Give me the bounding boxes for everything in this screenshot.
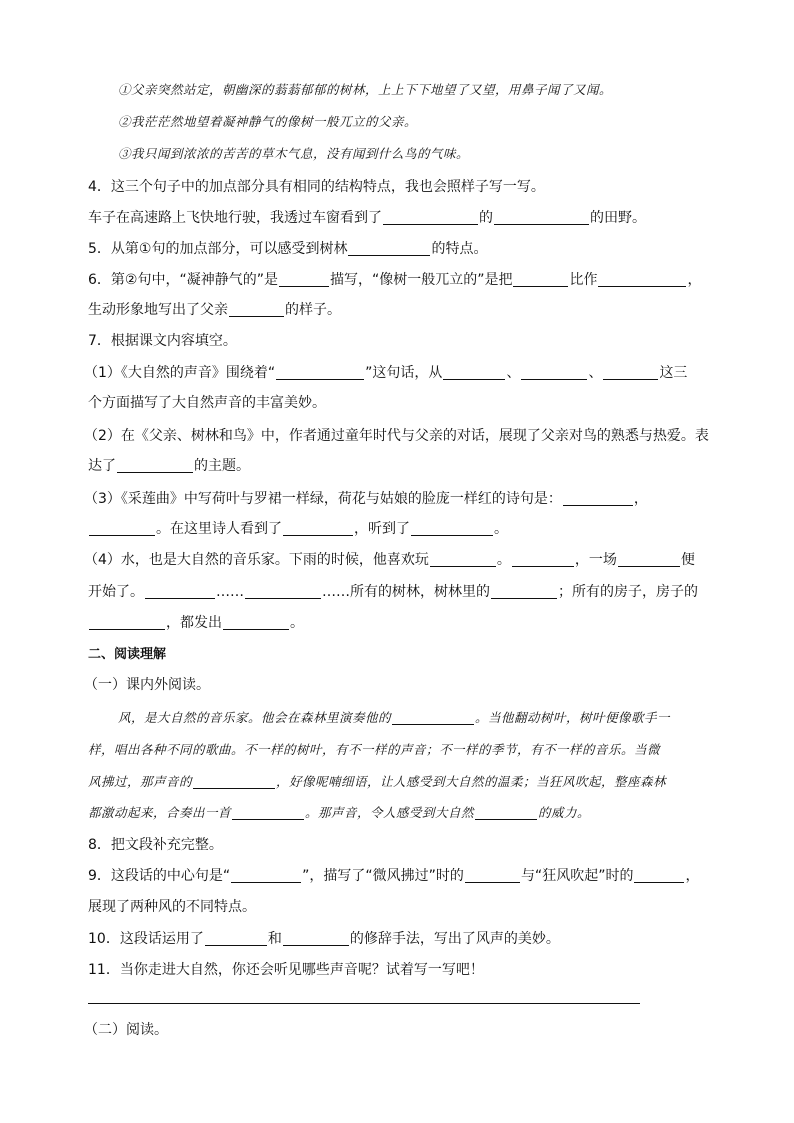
answer-blank[interactable]	[232, 805, 304, 820]
answer-blank[interactable]	[430, 552, 496, 567]
part-2-heading: （二）阅读。	[84, 1022, 168, 1038]
answer-blank[interactable]	[392, 710, 474, 725]
answer-blank[interactable]	[491, 584, 557, 599]
passage-line-2: 样，唱出各种不同的歌曲。不一样的树叶，有不一样的声音；不一样的季节，有不一样的音乐。当微	[88, 742, 661, 757]
answer-blank[interactable]	[276, 365, 364, 380]
answer-blank[interactable]	[465, 868, 520, 883]
question-7-part-2: （2）在《父亲、树林和鸟》中，作者通过童年时代与父亲的对话，展现了父亲对鸟的熟悉与热爱。表	[84, 428, 709, 444]
sentence-2: ②我茫茫然地望着凝神静气的像树一般兀立的父亲。	[118, 114, 418, 129]
question-7-part-4-cont2: ，都发出 。	[88, 613, 304, 633]
question-5: 5．从第①句的加点部分，可以感受到树林 的特点。	[88, 241, 488, 257]
question-9: 9．这段话的中心句是“ ”，描写了“微风拂过”时的 与“狂风吹起”时的 ，	[88, 868, 700, 884]
answer-blank[interactable]	[89, 615, 165, 630]
answer-blank[interactable]	[279, 272, 329, 287]
answer-blank[interactable]	[411, 521, 493, 536]
answer-blank[interactable]	[117, 458, 193, 473]
question-4: 4．这三个句子中的加点部分具有相同的结构特点，我也会照样子写一写。	[88, 179, 545, 195]
answer-blank[interactable]	[89, 521, 155, 536]
passage-line-1: 风，是大自然的音乐家。他会在森林里演奏他的 。当他翻动树叶，树叶便像歌手一	[118, 710, 671, 725]
answer-blank[interactable]	[145, 584, 215, 599]
answer-blank[interactable]	[205, 931, 267, 946]
answer-blank[interactable]	[475, 805, 537, 820]
part-1-heading: （一）课内外阅读。	[84, 677, 210, 693]
answer-blank[interactable]	[603, 365, 658, 380]
question-4-exercise: 车子在高速路上飞快地行驶，我透过车窗看到了 的 的田野。	[88, 210, 646, 226]
answer-blank[interactable]	[563, 491, 633, 506]
question-7-part-1-cont: 个方面描写了大自然声音的丰富美妙。	[88, 395, 326, 411]
answer-blank[interactable]	[229, 302, 284, 317]
answer-blank[interactable]	[634, 868, 684, 883]
answer-writing-line[interactable]	[88, 1003, 640, 1004]
answer-blank[interactable]	[494, 210, 589, 225]
answer-blank[interactable]	[383, 210, 478, 225]
question-7-part-2-cont: 达了 的主题。	[88, 458, 250, 474]
question-7-part-4: （4）水，也是大自然的音乐家。下雨的时候，他喜欢玩 。 ，一场 便	[84, 552, 695, 568]
question-6: 6．第②句中，“凝神静气的”是 描写，“像树一般兀立的”是把 比作 ，	[88, 272, 702, 288]
section-title: 二、阅读理解	[88, 647, 167, 662]
question-7: 7．根据课文内容填空。	[88, 333, 237, 349]
answer-blank[interactable]	[443, 365, 505, 380]
sentence-1: ①父亲突然站定，朝幽深的蓊蓊郁郁的树林，上上下下地望了又望，用鼻子闻了又闻。	[118, 82, 613, 97]
question-7-part-3-cont: 。在这里诗人看到了 ，听到了 。	[88, 519, 508, 539]
passage-line-3: 风拂过，那声音的 ，好像呢喃细语，让人感受到大自然的温柔；当狂风吹起，整座森林	[88, 774, 667, 789]
answer-blank[interactable]	[521, 365, 587, 380]
answer-blank[interactable]	[348, 241, 430, 256]
question-8: 8．把文段补充完整。	[88, 837, 223, 853]
question-6-cont: 生动形象地写出了父亲 的样子。	[88, 302, 341, 318]
answer-blank[interactable]	[223, 615, 289, 630]
answer-blank[interactable]	[283, 521, 353, 536]
question-10: 10．这段话运用了 和 的修辞手法，写出了风声的美妙。	[88, 931, 560, 947]
answer-blank[interactable]	[512, 552, 574, 567]
answer-blank[interactable]	[618, 552, 680, 567]
answer-blank[interactable]	[513, 272, 568, 287]
question-11: 11．当你走进大自然，你还会听见哪些声音呢？试着写一写吧！	[88, 962, 484, 978]
question-7-part-4-cont: 开始了。 …… ……所有的树林，树林里的 ；所有的房子，房子的	[88, 584, 698, 600]
answer-blank[interactable]	[245, 584, 321, 599]
answer-blank[interactable]	[283, 931, 349, 946]
answer-blank[interactable]	[598, 272, 686, 287]
question-9-cont: 展现了两种风的不同特点。	[88, 899, 256, 915]
answer-blank[interactable]	[231, 868, 301, 883]
answer-blank[interactable]	[193, 774, 275, 789]
passage-line-4: 都激动起来，合奏出一首 。那声音，令人感受到大自然 的威力。	[88, 805, 591, 820]
sentence-3: ③我只闻到浓浓的苦苦的草木气息，没有闻到什么鸟的气味。	[118, 146, 470, 161]
question-7-part-1: （1）《大自然的声音》围绕着“ ”这句话，从 、 、 这三	[84, 365, 688, 381]
question-7-part-3: （3）《采莲曲》中写荷叶与罗裙一样绿，荷花与姑娘的脸庞一样红的诗句是： ，	[84, 491, 648, 507]
